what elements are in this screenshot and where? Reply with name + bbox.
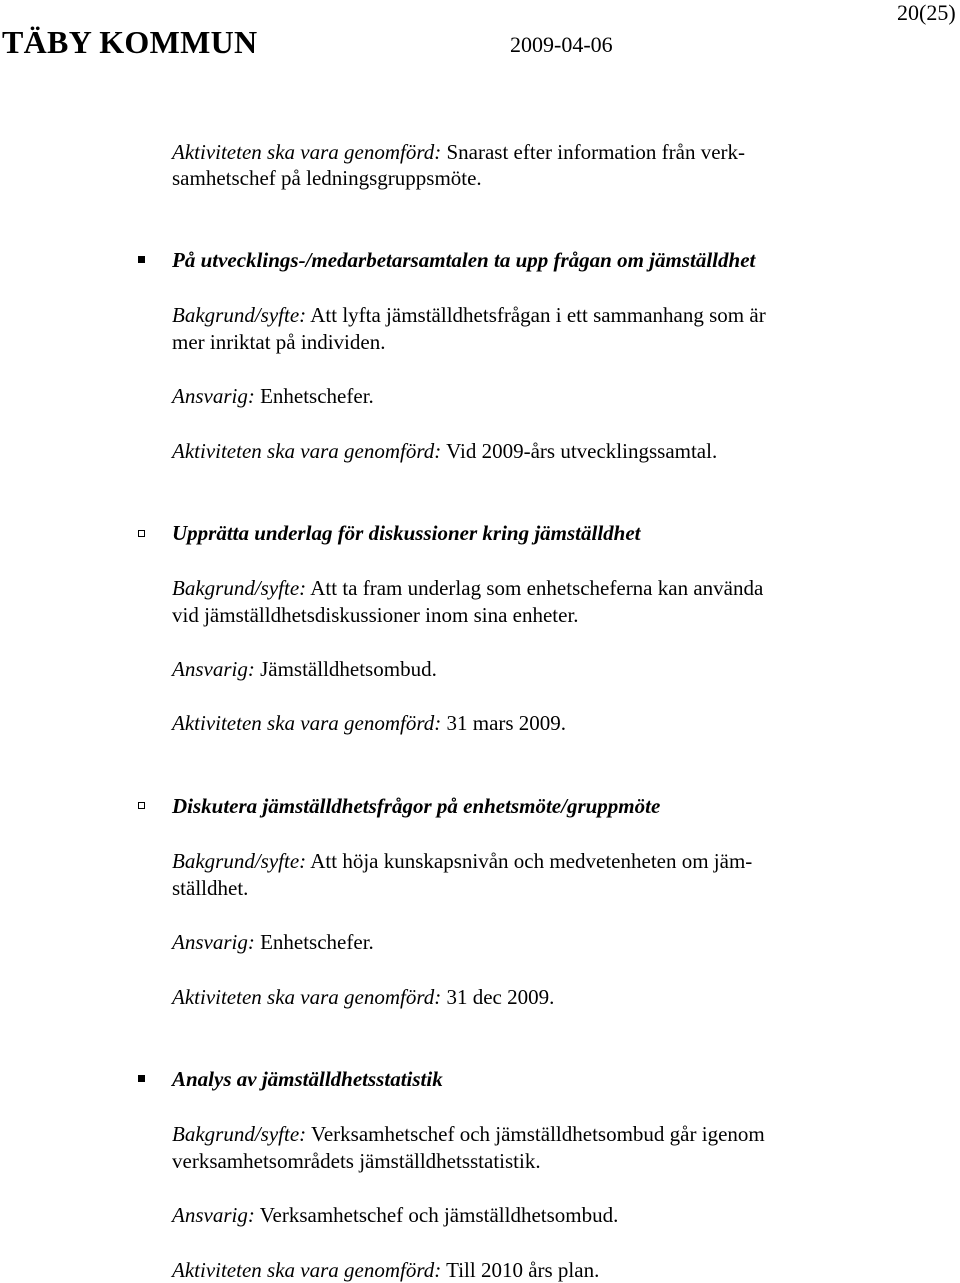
bakgrund-text: Verksamhetschef och jämställdhetsombud går igenom [306, 1122, 765, 1146]
genomford-text: Vid 2009-års utvecklingssamtal. [441, 439, 718, 463]
genomford-text: 31 dec 2009. [441, 985, 555, 1009]
ansvarig-text: Enhetschefer. [254, 384, 374, 408]
bullet-icon [138, 256, 145, 263]
intro-text-1: Snarast efter information från verk- [441, 140, 746, 164]
bakgrund-label: Bakgrund/syfte: [172, 303, 307, 327]
item-heading: Analys av jämställdhetsstatistik [172, 1067, 443, 1091]
bakgrund-line-1 [172, 576, 763, 600]
genomford-line [172, 439, 717, 463]
bakgrund-line-1 [172, 303, 766, 327]
genomford-text: 31 mars 2009. [441, 711, 567, 735]
ansvarig-line [172, 384, 374, 408]
ansvarig-text: Verksamhetschef och jämställdhetsombud. [254, 1203, 619, 1227]
intro-line-2: samhetschef på ledningsgruppsmöte. [172, 166, 482, 190]
bakgrund-label: Bakgrund/syfte: [172, 576, 307, 600]
bakgrund-text: Att ta fram underlag som enhetscheferna kan använda [306, 576, 764, 600]
bakgrund-label: Bakgrund/syfte: [172, 849, 307, 873]
ansvarig-text: Enhetschefer. [254, 930, 374, 954]
genomford-line [172, 1258, 599, 1282]
ansvarig-text: Jämställdhetsombud. [254, 657, 437, 681]
ansvarig-label: Ansvarig: [172, 384, 255, 408]
ansvarig-label: Ansvarig: [172, 1203, 255, 1227]
bakgrund-line-2: ställdhet. [172, 876, 249, 900]
ansvarig-line [172, 1203, 618, 1227]
genomford-label: Aktiviteten ska vara genomförd: [172, 985, 442, 1009]
genomford-line [172, 985, 554, 1009]
bakgrund-line-1 [172, 1122, 765, 1146]
bullet-icon [138, 530, 145, 537]
document-date: 2009-04-06 [510, 32, 613, 57]
intro-line-1 [172, 140, 745, 164]
bakgrund-line-2: verksamhetsområdets jämställdhetsstatistik. [172, 1149, 541, 1173]
ansvarig-label: Ansvarig: [172, 930, 255, 954]
ansvarig-line [172, 657, 437, 681]
genomford-label: Aktiviteten ska vara genomförd: [172, 711, 442, 735]
bakgrund-text: Att lyfta jämställdhetsfrågan i ett sammanhang som är [306, 303, 766, 327]
item-heading: Diskutera jämställdhetsfrågor på enhetsmöte/gruppmöte [172, 794, 661, 818]
genomford-line [172, 711, 566, 735]
bakgrund-text: Att höja kunskapsnivån och medvetenheten om jäm- [306, 849, 753, 873]
genomford-text: Till 2010 års plan. [441, 1258, 600, 1282]
page-number: 20(25) [897, 0, 956, 25]
genomford-label: Aktiviteten ska vara genomförd: [172, 1258, 442, 1282]
bakgrund-line-2: mer inriktat på individen. [172, 330, 386, 354]
item-heading: Upprätta underlag för diskussioner kring jämställdhet [172, 521, 641, 545]
ansvarig-line [172, 930, 374, 954]
item-heading: På utvecklings-/medarbetarsamtalen ta upp frågan om jämställdhet [172, 248, 756, 272]
bakgrund-line-2: vid jämställdhetsdiskussioner inom sina enheter. [172, 603, 579, 627]
bakgrund-label: Bakgrund/syfte: [172, 1122, 307, 1146]
organization-name: TÄBY KOMMUN [2, 24, 258, 60]
bullet-icon [138, 802, 145, 809]
bullet-icon [138, 1075, 145, 1082]
bakgrund-line-1 [172, 849, 752, 873]
genomford-label: Aktiviteten ska vara genomförd: [172, 439, 442, 463]
genomford-label: Aktiviteten ska vara genomförd: [172, 140, 442, 164]
ansvarig-label: Ansvarig: [172, 657, 255, 681]
